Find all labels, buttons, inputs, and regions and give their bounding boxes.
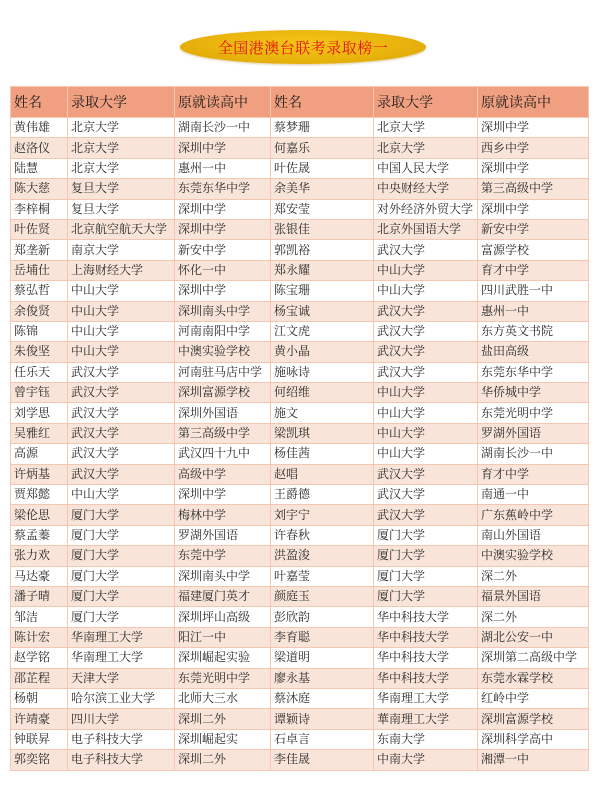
highschool-right: 惠州一中 <box>478 301 589 321</box>
highschool-right: 南通一中 <box>478 485 589 505</box>
student-name-left: 潘子晴 <box>11 586 68 606</box>
highschool-left: 第三高级中学 <box>175 423 271 443</box>
highschool-right: 富源学校 <box>478 240 589 260</box>
university-left: 武汉大学 <box>68 383 175 403</box>
table-row <box>11 342 589 362</box>
highschool-right: 红岭中学 <box>478 688 589 708</box>
student-name-right: 许春秋 <box>271 525 374 545</box>
university-right: 武汉大学 <box>374 342 478 362</box>
student-name-right: 洪盈浚 <box>271 546 374 566</box>
university-left: 天津大学 <box>68 668 175 688</box>
university-right: 华中科技大学 <box>374 648 478 668</box>
highschool-right: 湖南长沙一中 <box>478 444 589 464</box>
university-right: 中南大学 <box>374 750 478 770</box>
student-name-left: 黄伟雄 <box>11 118 68 138</box>
table-row <box>11 199 589 219</box>
table-row <box>11 485 589 505</box>
student-name-left: 许炳基 <box>11 464 68 484</box>
highschool-left: 中澳实验学校 <box>175 342 271 362</box>
highschool-right: 盐田高级 <box>478 342 589 362</box>
student-name-right: 余美华 <box>271 179 374 199</box>
table-row <box>11 158 589 178</box>
student-name-left: 邹洁 <box>11 607 68 627</box>
university-right: 中山大学 <box>374 383 478 403</box>
header-name-left: 姓名 <box>11 87 68 118</box>
university-left: 北京航空航天大学 <box>68 219 175 239</box>
student-name-right: 杨宝诚 <box>271 301 374 321</box>
university-left: 电子科技大学 <box>68 729 175 749</box>
student-name-left: 邵芷程 <box>11 668 68 688</box>
student-name-left: 陈锦 <box>11 321 68 341</box>
highschool-left: 武汉四十九中 <box>175 444 271 464</box>
university-right: 厦门大学 <box>374 586 478 606</box>
university-right: 东南大学 <box>374 729 478 749</box>
university-right: 中国人民大学 <box>374 158 478 178</box>
highschool-right: 深圳中学 <box>478 158 589 178</box>
highschool-right: 深圳中学 <box>478 199 589 219</box>
highschool-left: 深圳二外 <box>175 709 271 729</box>
header-row <box>11 87 589 118</box>
university-right: 华中科技大学 <box>374 607 478 627</box>
university-right: 北京外国语大学 <box>374 219 478 239</box>
title-banner <box>180 30 426 64</box>
table-row <box>11 505 589 525</box>
student-name-left: 蔡孟蓁 <box>11 525 68 545</box>
university-left: 厦门大学 <box>68 505 175 525</box>
university-right: 北京大学 <box>374 118 478 138</box>
student-name-right: 李佳晟 <box>271 750 374 770</box>
highschool-left: 新安中学 <box>175 240 271 260</box>
university-left: 武汉大学 <box>68 362 175 382</box>
student-name-right: 谭颖诗 <box>271 709 374 729</box>
highschool-left: 深圳二外 <box>175 750 271 770</box>
university-left: 厦门大学 <box>68 607 175 627</box>
student-name-left: 李梓桐 <box>11 199 68 219</box>
table-row <box>11 260 589 280</box>
highschool-right: 深圳中学 <box>478 118 589 138</box>
highschool-left: 东莞光明中学 <box>175 668 271 688</box>
university-right: 北京大学 <box>374 138 478 158</box>
university-left: 北京大学 <box>68 158 175 178</box>
student-name-right: 蔡梦珊 <box>271 118 374 138</box>
student-name-right: 彭欣韵 <box>271 607 374 627</box>
highschool-right: 广东蕉岭中学 <box>478 505 589 525</box>
highschool-right: 深圳富源学校 <box>478 709 589 729</box>
student-name-right: 颜庭玉 <box>271 586 374 606</box>
student-name-left: 赵学铭 <box>11 648 68 668</box>
student-name-left: 余俊贤 <box>11 301 68 321</box>
university-right: 武汉大学 <box>374 505 478 525</box>
university-left: 复旦大学 <box>68 199 175 219</box>
university-left: 厦门大学 <box>68 586 175 606</box>
student-name-left: 陆慧 <box>11 158 68 178</box>
university-left: 武汉大学 <box>68 464 175 484</box>
student-name-left: 马达豪 <box>11 566 68 586</box>
university-left: 复旦大学 <box>68 179 175 199</box>
university-left: 哈尔滨工业大学 <box>68 688 175 708</box>
student-name-right: 李育聪 <box>271 627 374 647</box>
university-left: 厦门大学 <box>68 566 175 586</box>
table-header <box>11 87 589 118</box>
university-right: 华中科技大学 <box>374 627 478 647</box>
university-left: 武汉大学 <box>68 444 175 464</box>
student-name-right: 郭凯裕 <box>271 240 374 260</box>
highschool-right: 福景外国语 <box>478 586 589 606</box>
university-right: 武汉大学 <box>374 464 478 484</box>
highschool-left: 东莞东华中学 <box>175 179 271 199</box>
highschool-left: 深圳中学 <box>175 138 271 158</box>
university-left: 北京大学 <box>68 118 175 138</box>
table-row <box>11 321 589 341</box>
student-name-right: 陈宝珊 <box>271 281 374 301</box>
table-row <box>11 444 589 464</box>
student-name-left: 许靖豪 <box>11 709 68 729</box>
highschool-right: 华侨城中学 <box>478 383 589 403</box>
highschool-left: 深圳中学 <box>175 281 271 301</box>
student-name-right: 石卓言 <box>271 729 374 749</box>
table-row <box>11 118 589 138</box>
student-name-right: 刘宇宁 <box>271 505 374 525</box>
header-highschool-right: 原就读高中 <box>478 87 589 118</box>
table-row <box>11 403 589 423</box>
university-left: 电子科技大学 <box>68 750 175 770</box>
student-name-left: 张力欢 <box>11 546 68 566</box>
header-highschool-left: 原就读高中 <box>175 87 271 118</box>
university-left: 中山大学 <box>68 321 175 341</box>
header-university-right: 录取大学 <box>374 87 478 118</box>
university-left: 四川大学 <box>68 709 175 729</box>
student-name-left: 任乐天 <box>11 362 68 382</box>
highschool-left: 河南南阳中学 <box>175 321 271 341</box>
student-name-left: 吴雅红 <box>11 423 68 443</box>
table-row <box>11 607 589 627</box>
student-name-left: 刘学思 <box>11 403 68 423</box>
university-right: 中山大学 <box>374 423 478 443</box>
student-name-right: 江文虎 <box>271 321 374 341</box>
university-left: 北京大学 <box>68 138 175 158</box>
table-row <box>11 566 589 586</box>
table-row <box>11 750 589 770</box>
admission-table <box>10 86 589 771</box>
university-right: 華南理工大学 <box>374 709 478 729</box>
student-name-right: 何绍维 <box>271 383 374 403</box>
table-row <box>11 281 589 301</box>
student-name-left: 曾宇钰 <box>11 383 68 403</box>
highschool-right: 育才中学 <box>478 260 589 280</box>
highschool-right: 深二外 <box>478 566 589 586</box>
student-name-left: 叶佐贤 <box>11 219 68 239</box>
table-row <box>11 219 589 239</box>
student-name-right: 黄小晶 <box>271 342 374 362</box>
university-right: 中山大学 <box>374 281 478 301</box>
student-name-right: 叶佐晟 <box>271 158 374 178</box>
university-right: 厦门大学 <box>374 525 478 545</box>
table-row <box>11 546 589 566</box>
university-right: 武汉大学 <box>374 362 478 382</box>
highschool-left: 北师大三水 <box>175 688 271 708</box>
student-name-right: 王爵德 <box>271 485 374 505</box>
highschool-left: 深圳富源学校 <box>175 383 271 403</box>
highschool-left: 深圳中学 <box>175 199 271 219</box>
student-name-left: 郑垄新 <box>11 240 68 260</box>
university-right: 中山大学 <box>374 260 478 280</box>
highschool-right: 东莞光明中学 <box>478 403 589 423</box>
student-name-right: 赵唱 <box>271 464 374 484</box>
highschool-right: 中澳实验学校 <box>478 546 589 566</box>
highschool-left: 湖南长沙一中 <box>175 118 271 138</box>
student-name-right: 梁凯琪 <box>271 423 374 443</box>
table-row <box>11 138 589 158</box>
student-name-left: 贾郑懿 <box>11 485 68 505</box>
student-name-right: 杨佳茜 <box>271 444 374 464</box>
student-name-right: 梁道明 <box>271 648 374 668</box>
student-name-right: 郑安莹 <box>271 199 374 219</box>
highschool-left: 河南驻马店中学 <box>175 362 271 382</box>
university-right: 武汉大学 <box>374 240 478 260</box>
university-left: 中山大学 <box>68 301 175 321</box>
table-row <box>11 648 589 668</box>
student-name-left: 杨朝 <box>11 688 68 708</box>
student-name-left: 郭奕铭 <box>11 750 68 770</box>
highschool-right: 深二外 <box>478 607 589 627</box>
table-row <box>11 668 589 688</box>
university-left: 厦门大学 <box>68 525 175 545</box>
highschool-right: 南山外国语 <box>478 525 589 545</box>
table-row <box>11 525 589 545</box>
highschool-right: 四川武胜一中 <box>478 281 589 301</box>
table-row <box>11 627 589 647</box>
highschool-left: 梅林中学 <box>175 505 271 525</box>
university-right: 武汉大学 <box>374 321 478 341</box>
university-right: 武汉大学 <box>374 301 478 321</box>
highschool-right: 新安中学 <box>478 219 589 239</box>
highschool-left: 深圳中学 <box>175 219 271 239</box>
highschool-left: 怀化一中 <box>175 260 271 280</box>
university-left: 华南理工大学 <box>68 648 175 668</box>
highschool-left: 深圳崛起实 <box>175 729 271 749</box>
university-right: 武汉大学 <box>374 485 478 505</box>
university-right: 华中科技大学 <box>374 668 478 688</box>
highschool-right: 第三高级中学 <box>478 179 589 199</box>
student-name-right: 施咏诗 <box>271 362 374 382</box>
table-row <box>11 383 589 403</box>
student-name-right: 张银佳 <box>271 219 374 239</box>
highschool-left: 深圳南头中学 <box>175 301 271 321</box>
university-left: 中山大学 <box>68 485 175 505</box>
table-row <box>11 709 589 729</box>
table-row <box>11 464 589 484</box>
university-right: 中山大学 <box>374 444 478 464</box>
university-right: 中央财经大学 <box>374 179 478 199</box>
university-left: 武汉大学 <box>68 403 175 423</box>
table-row <box>11 423 589 443</box>
highschool-right: 深圳第二高级中学 <box>478 648 589 668</box>
header-university-left: 录取大学 <box>68 87 175 118</box>
student-name-left: 梁伦思 <box>11 505 68 525</box>
university-right: 厦门大学 <box>374 566 478 586</box>
university-left: 厦门大学 <box>68 546 175 566</box>
university-right: 中山大学 <box>374 403 478 423</box>
university-left: 华南理工大学 <box>68 627 175 647</box>
highschool-left: 阳江一中 <box>175 627 271 647</box>
highschool-left: 深圳坪山高级 <box>175 607 271 627</box>
highschool-left: 东莞中学 <box>175 546 271 566</box>
student-name-right: 廖永基 <box>271 668 374 688</box>
highschool-left: 福建厦门英才 <box>175 586 271 606</box>
student-name-left: 高源 <box>11 444 68 464</box>
student-name-left: 朱俊坚 <box>11 342 68 362</box>
university-right: 华南理工大学 <box>374 688 478 708</box>
header-name-right: 姓名 <box>271 87 374 118</box>
highschool-left: 深圳南头中学 <box>175 566 271 586</box>
student-name-left: 赵洛仪 <box>11 138 68 158</box>
table-row <box>11 586 589 606</box>
table-row <box>11 362 589 382</box>
university-right: 对外经济外贸大学 <box>374 199 478 219</box>
highschool-right: 东方英文书院 <box>478 321 589 341</box>
university-left: 上海财经大学 <box>68 260 175 280</box>
table-row <box>11 179 589 199</box>
student-name-right: 郑永耀 <box>271 260 374 280</box>
student-name-right: 叶嘉莹 <box>271 566 374 586</box>
university-left: 武汉大学 <box>68 423 175 443</box>
university-left: 南京大学 <box>68 240 175 260</box>
highschool-right: 育才中学 <box>478 464 589 484</box>
table-row <box>11 301 589 321</box>
highschool-right: 深圳科学高中 <box>478 729 589 749</box>
student-name-left: 蔡弘哲 <box>11 281 68 301</box>
table-row <box>11 688 589 708</box>
student-name-right: 施文 <box>271 403 374 423</box>
university-left: 中山大学 <box>68 342 175 362</box>
highschool-left: 深圳崛起实验 <box>175 648 271 668</box>
student-name-left: 岳埔仕 <box>11 260 68 280</box>
university-left: 中山大学 <box>68 281 175 301</box>
highschool-right: 湘潭一中 <box>478 750 589 770</box>
highschool-left: 深圳外国语 <box>175 403 271 423</box>
student-name-left: 陈计宏 <box>11 627 68 647</box>
table-row <box>11 240 589 260</box>
university-right: 厦门大学 <box>374 546 478 566</box>
highschool-right: 罗湖外国语 <box>478 423 589 443</box>
table-row <box>11 729 589 749</box>
page-title: 全国港澳台联考录取榜一 <box>217 38 389 57</box>
student-name-right: 何嘉乐 <box>271 138 374 158</box>
student-name-left: 陈大慈 <box>11 179 68 199</box>
highschool-right: 湖北公安一中 <box>478 627 589 647</box>
highschool-left: 罗湖外国语 <box>175 525 271 545</box>
highschool-right: 东莞水霖学校 <box>478 668 589 688</box>
student-name-right: 蔡沐庭 <box>271 688 374 708</box>
table-body <box>11 118 589 771</box>
highschool-left: 惠州一中 <box>175 158 271 178</box>
highschool-right: 东莞东华中学 <box>478 362 589 382</box>
student-name-left: 钟联昇 <box>11 729 68 749</box>
highschool-left: 高级中学 <box>175 464 271 484</box>
highschool-left: 深圳中学 <box>175 485 271 505</box>
highschool-right: 西乡中学 <box>478 138 589 158</box>
